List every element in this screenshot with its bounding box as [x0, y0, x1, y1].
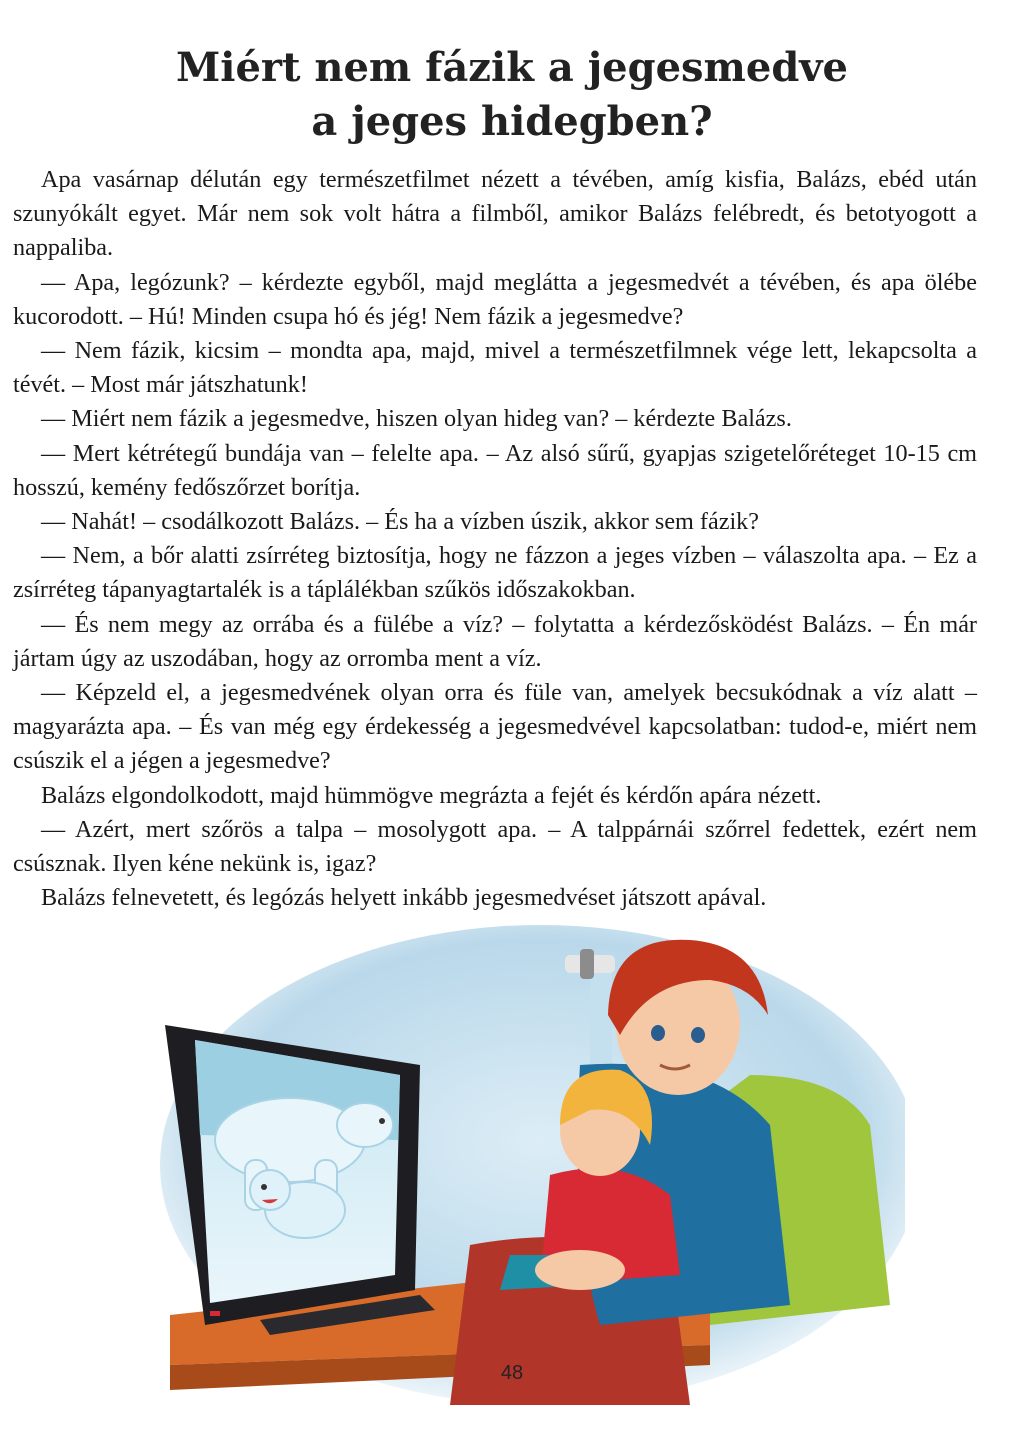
- title-line-1: Miért nem fázik a jegesmedve: [176, 43, 848, 91]
- paragraph: — Mert kétrétegű bundája van – felelte apa. – Az alsó sűrű, gyapjas szigetelőréteget 10-15 cm hosszú, kemény fedőszőrzet borítja.: [13, 439, 977, 501]
- tv-power-light: [210, 1311, 220, 1316]
- title-line-2: a jeges hidegben?: [311, 97, 713, 145]
- story-text: [13, 163, 977, 915]
- paragraph: — És nem megy az orrába és a fülébe a víz? – folytatta a kérdezősködést Balázs. – Én már jártam úgy az uszodában, hogy az orromba ment a víz.: [13, 610, 977, 672]
- illustration-dad-and-son-watching-tv: [150, 925, 905, 1415]
- story-title: [0, 41, 1024, 149]
- paragraph: — Nahát! – csodálkozott Balázs. – És ha a vízben úszik, akkor sem fázik?: [41, 508, 759, 536]
- paragraph: — Nem fázik, kicsim – mondta apa, majd, mivel a természetfilmnek vége lett, lekapcsolta a tévét. – Most már játszhatunk!: [13, 337, 977, 399]
- paragraph: — Nem, a bőr alatti zsírréteg biztosítja, hogy ne fázzon a jeges vízben – válaszolta apa. – Ez a zsírréteg tápanyagtartalék is a táplálékban szűkös időszakokban.: [13, 542, 977, 604]
- paragraph: Balázs elgondolkodott, majd hümmögve megrázta a fejét és kérdőn apára nézett.: [41, 781, 822, 809]
- page-number: 48: [500, 1362, 524, 1384]
- paragraph: Apa vasárnap délután egy természetfilmet nézett a tévében, amíg kisfia, Balázs, ebéd után szunyókált egyet. Már nem sok volt hátra a filmből, amikor Balázs felébredt, és betotyogott a nappaliba.: [13, 166, 977, 262]
- paragraph: — Képzeld el, a jegesmedvének olyan orra és füle van, amelyek becsukódnak a víz alatt – magyarázta apa. – És van még egy érdekesség a jegesmedvével kapcsolatban: tudod-e, miért nem csúszik el a jégen a jegesmedve?: [13, 679, 977, 775]
- television: [165, 1025, 435, 1335]
- paragraph: Balázs felnevetett, és legózás helyett inkább jegesmedvéset játszott apával.: [41, 884, 767, 912]
- dad-hand: [535, 1250, 625, 1290]
- paragraph: — Apa, legózunk? – kérdezte egyből, majd meglátta a jegesmedvét a tévében, és apa ölébe kucorodott. – Hú! Minden csupa hó és jég! Nem fázik a jegesmedve?: [13, 268, 977, 330]
- paragraph: — Miért nem fázik a jegesmedve, hiszen olyan hideg van? – kérdezte Balázs.: [41, 405, 792, 433]
- paragraph: — Azért, mert szőrös a talpa – mosolygott apa. – A talppárnái szőrrel fedettek, ezért nem csúsznak. Ilyen kéne nekünk is, igaz?: [13, 815, 977, 878]
